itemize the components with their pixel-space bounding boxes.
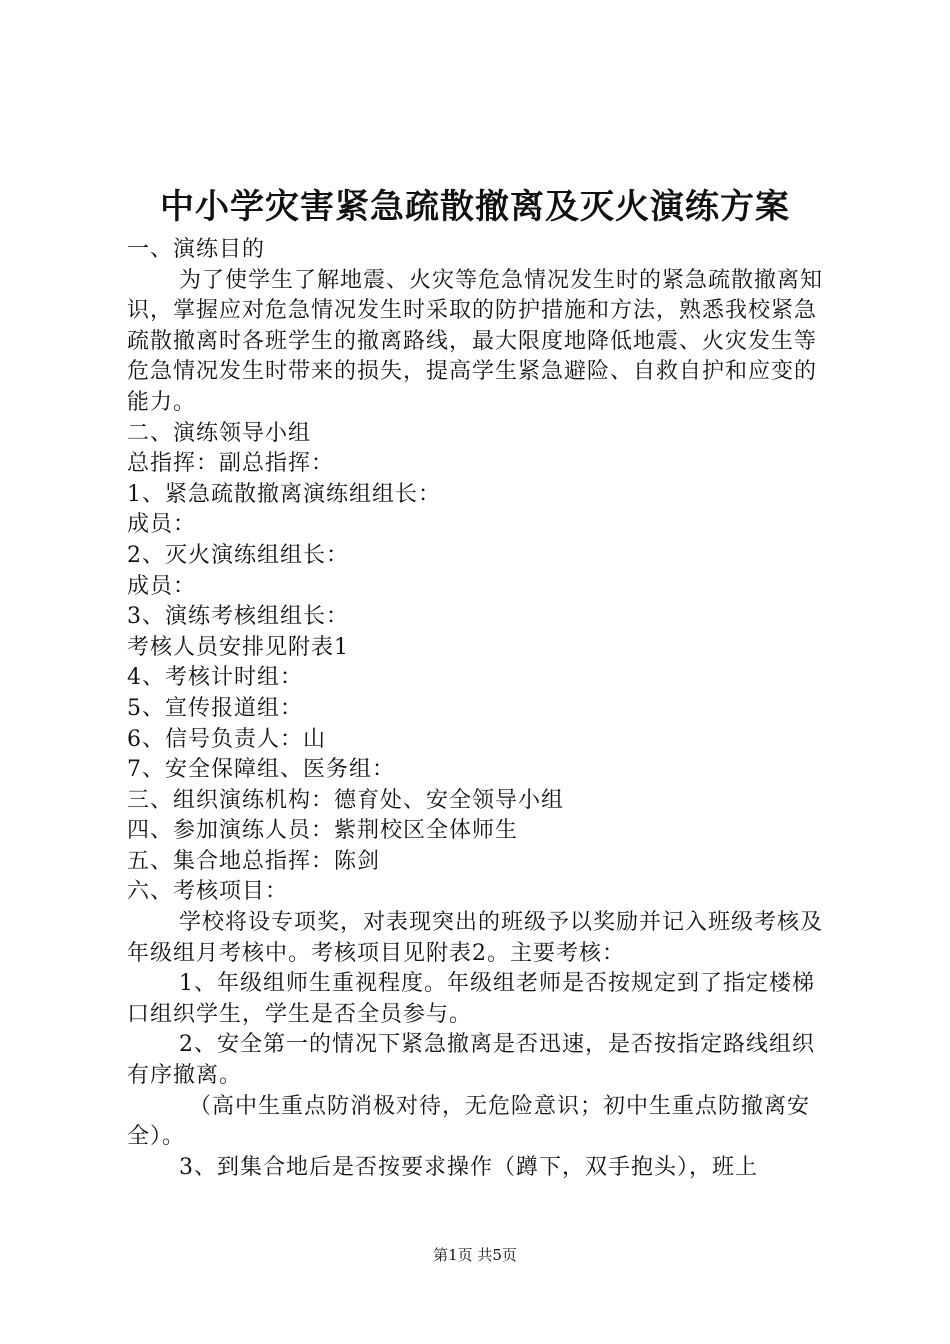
- paragraph-assessment-item-1: 1、年级组师生重视程度。年级组老师是否按规定到了指定楼梯口组织学生，学生是否全员参与。: [127, 971, 815, 1027]
- section-heading-commander: 五、集合地总指挥：陈剑: [127, 848, 381, 874]
- paragraph-assessment-note: （高中生重点防消极对待，无危险意识；初中生重点防撤离安全）。: [127, 1093, 811, 1150]
- list-item: 成员：: [127, 512, 197, 538]
- list-item: 考核人员安排见附表1: [127, 634, 349, 660]
- list-item: 7、安全保障组、医务组：: [127, 757, 395, 783]
- document-title: 中小学灾害紧急疏散撤离及灭火演练方案: [160, 187, 790, 227]
- list-item: 1、紧急疏散撤离演练组组长：: [127, 481, 441, 507]
- section-heading-leadership: 二、演练领导小组: [127, 420, 312, 446]
- section-heading-assessment: 六、考核项目：: [127, 879, 289, 905]
- list-item: 成员：: [127, 573, 197, 599]
- section-heading-organization: 三、组织演练机构：德育处、安全领导小组: [127, 787, 565, 813]
- paragraph-assessment-intro: 学校将设专项奖，对表现突出的班级予以奖励并记入班级考核及年级组月考核中。考核项目见附表2。主要考核：: [127, 910, 824, 966]
- paragraph-assessment-item-2: 2、安全第一的情况下紧急撤离是否迅速，是否按指定路线组织有序撤离。: [127, 1032, 815, 1089]
- section-heading-purpose: 一、演练目的: [127, 237, 266, 262]
- list-item: 6、信号负责人：山: [127, 726, 326, 752]
- list-item: 3、演练考核组组长：: [127, 604, 349, 630]
- document-body: [127, 235, 830, 1183]
- paragraph-assessment-item-3: 3、到集合地后是否按要求操作（蹲下，双手抱头），班上: [179, 1154, 758, 1180]
- section-heading-participants: 四、参加演练人员：紫荆校区全体师生: [127, 818, 519, 844]
- list-item: 2、灭火演练组组长：: [127, 542, 349, 568]
- paragraph-purpose: 为了使学生了解地震、火灾等危急情况发生时的紧急疏散撤离知识，掌握应对危急情况发生时采取的防护措施和方法，熟悉我校紧急疏散撤离时各班学生的撤离路线，最大限度地降低地震、火灾发生等危急情况发生时带来的损失，提高学生紧急避险、自救自护和应变的能力。: [127, 267, 824, 415]
- list-item: 总指挥：副总指挥：: [127, 451, 335, 477]
- page-footer: 第1页 共5页: [433, 1246, 517, 1264]
- list-item: 4、考核计时组：: [127, 665, 303, 691]
- list-item: 5、宣传报道组：: [127, 695, 303, 721]
